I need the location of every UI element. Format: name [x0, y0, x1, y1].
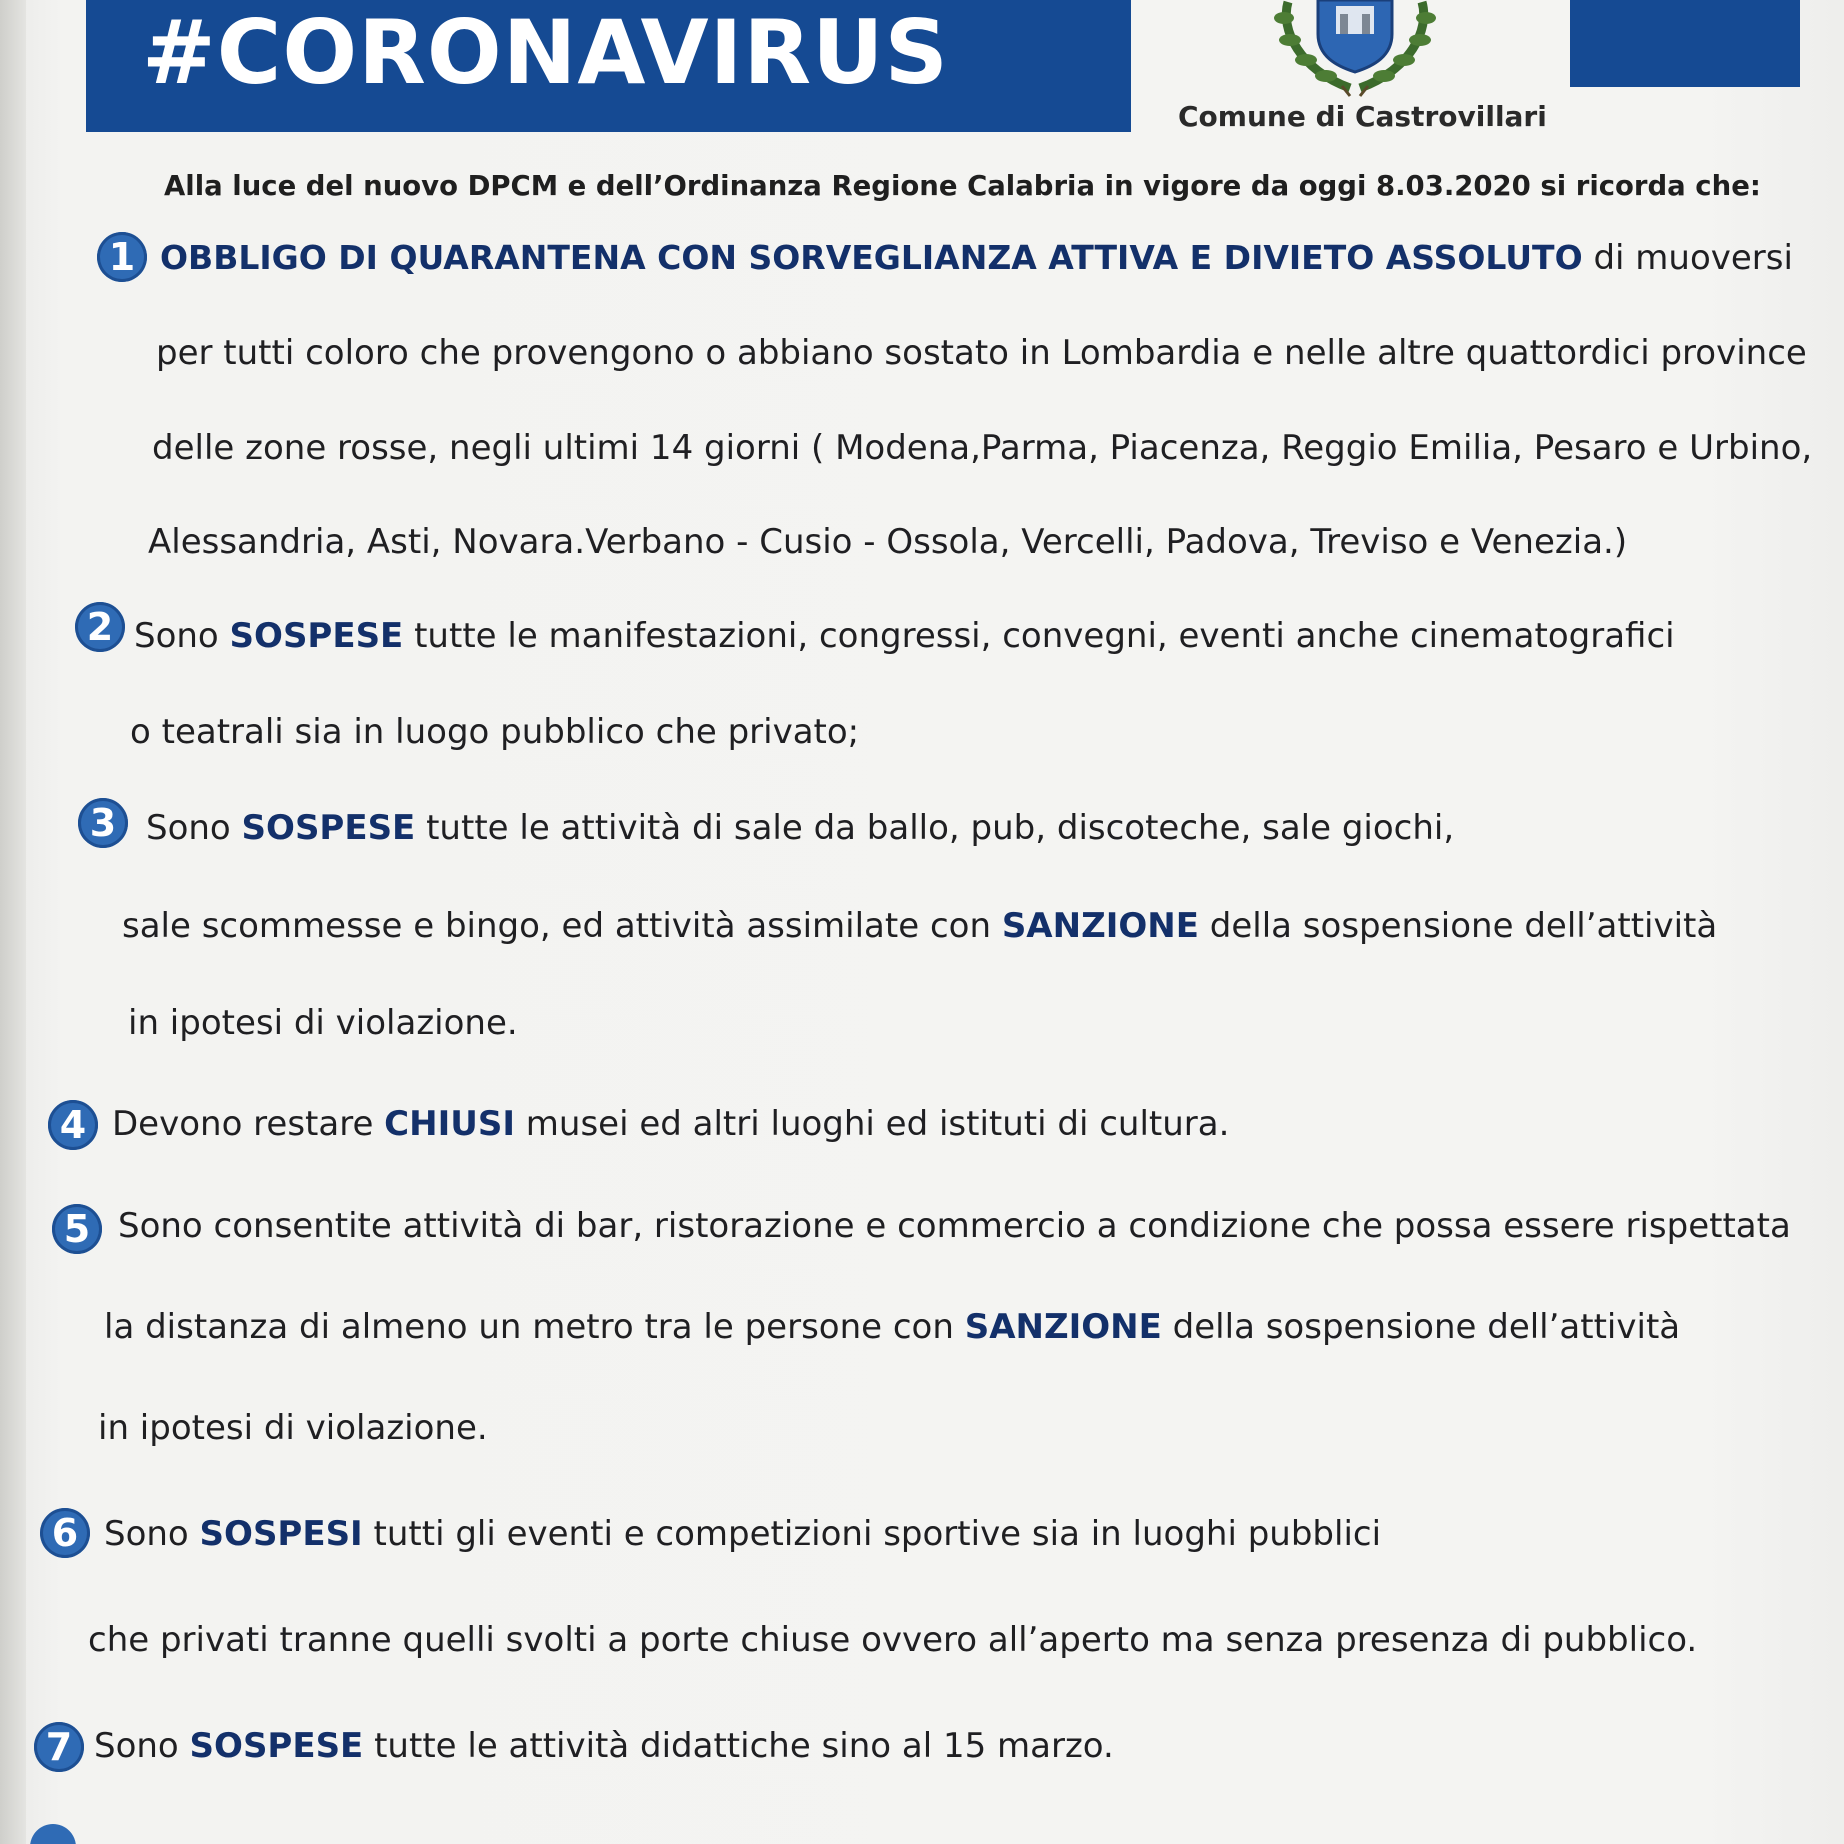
item-3-line-2-pre: sale scommesse e bingo, ed attività assimilate con	[122, 906, 1002, 946]
item-2-text: tutte le manifestazioni, congressi, convegni, eventi anche cinematografici	[403, 616, 1675, 656]
item-7-line-1	[94, 1726, 1114, 1766]
item-5-badge: 5	[52, 1204, 102, 1254]
item-7-badge: 7	[34, 1722, 84, 1772]
item-3-sanction: SANZIONE	[1001, 906, 1199, 946]
paper-edge	[0, 0, 26, 1844]
item-5-line-2-rest: della sospensione dell’attività	[1161, 1307, 1681, 1347]
item-8-badge-partial	[30, 1824, 76, 1844]
item-1-badge: 1	[97, 232, 147, 282]
item-1-text: di muoversi	[1582, 238, 1793, 278]
item-7-emphasis: SOSPESE	[189, 1726, 364, 1766]
item-3-line-2-rest: della sospensione dell’attività	[1198, 906, 1718, 946]
item-1-line-1	[160, 238, 1793, 278]
item-3-text-pre: Sono	[146, 808, 242, 848]
banner-block-right	[1570, 0, 1800, 87]
item-5-line-1: Sono consentite attività di bar, ristorazione e commercio a condizione che possa essere rispettata	[118, 1206, 1791, 1246]
item-2-line-2: o teatrali sia in luogo pubblico che privato;	[130, 712, 860, 752]
intro-text: Alla luce del nuovo DPCM e dell’Ordinanza Regione Calabria in vigore da oggi 8.03.2020 si ricorda che:	[164, 170, 1761, 202]
item-1-line-2: per tutti coloro che provengono o abbiano sostato in Lombardia e nelle altre quattordici province	[156, 333, 1807, 373]
item-7-text: tutte le attività didattiche sino al 15 marzo.	[363, 1726, 1114, 1766]
item-6-badge: 6	[40, 1508, 90, 1558]
item-3-line-3: in ipotesi di violazione.	[128, 1003, 518, 1043]
item-2-text-pre: Sono	[134, 616, 230, 656]
page-title: #CORONAVIRUS	[142, 1, 949, 104]
item-4-line-1	[112, 1104, 1229, 1144]
coat-of-arms-icon	[1250, 0, 1460, 100]
item-6-text: tutti gli eventi e competizioni sportive sia in luoghi pubblici	[362, 1514, 1382, 1554]
item-5-line-2	[104, 1307, 1680, 1347]
item-5-sanction: SANZIONE	[964, 1307, 1162, 1347]
item-3-line-2	[122, 906, 1717, 946]
item-3-badge: 3	[78, 798, 128, 848]
item-3-text: tutte le attività di sale da ballo, pub, discoteche, sale giochi,	[415, 808, 1455, 848]
item-1-line-3: delle zone rosse, negli ultimi 14 giorni ( Modena,Parma, Piacenza, Reggio Emilia, Pesaro e Urbino,	[152, 428, 1813, 468]
item-2-emphasis: SOSPESE	[229, 616, 404, 656]
title-banner	[86, 0, 1131, 132]
item-4-text: musei ed altri luoghi ed istituti di cultura.	[514, 1104, 1230, 1144]
item-6-text-pre: Sono	[104, 1514, 200, 1554]
item-2-badge: 2	[75, 602, 125, 652]
item-2-line-1	[134, 616, 1675, 656]
item-1-emphasis: OBBLIGO DI QUARANTENA CON SORVEGLIANZA ATTIVA E DIVIETO ASSOLUTO	[160, 238, 1583, 277]
item-4-emphasis: CHIUSI	[384, 1104, 515, 1144]
item-6-line-1	[104, 1514, 1381, 1554]
item-1-line-4: Alessandria, Asti, Novara.Verbano - Cusio - Ossola, Vercelli, Padova, Treviso e Venezia.)	[148, 522, 1628, 562]
item-7-text-pre: Sono	[94, 1726, 190, 1766]
item-5-line-3: in ipotesi di violazione.	[98, 1408, 488, 1448]
item-3-emphasis: SOSPESE	[241, 808, 416, 848]
item-6-line-2: che privati tranne quelli svolti a porte chiuse ovvero all’aperto ma senza presenza di pubblico.	[88, 1620, 1698, 1660]
item-4-badge: 4	[48, 1100, 98, 1150]
item-4-text-pre: Devono restare	[112, 1104, 385, 1144]
item-5-line-2-pre: la distanza di almeno un metro tra le persone con	[104, 1307, 965, 1347]
item-6-emphasis: SOSPESI	[199, 1514, 363, 1554]
municipality-name: Comune di Castrovillari	[1178, 100, 1547, 133]
item-3-line-1	[146, 808, 1454, 848]
